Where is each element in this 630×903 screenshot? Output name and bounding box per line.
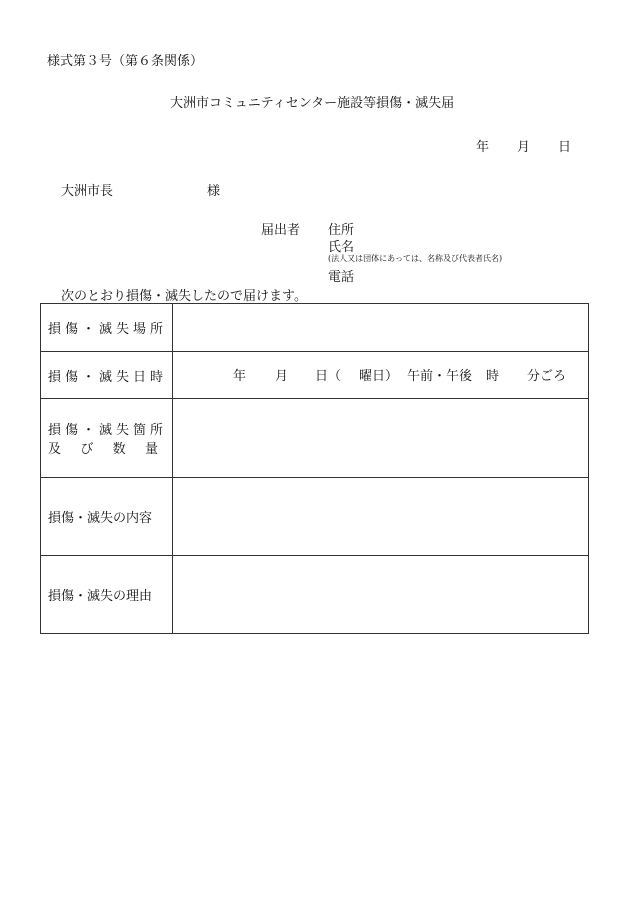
notifier-name-note: (法人又は団体にあっては、名称及び代表者氏名) bbox=[328, 254, 503, 263]
table-row-content bbox=[41, 478, 589, 556]
table-row-parts bbox=[41, 399, 589, 478]
report-table bbox=[40, 303, 589, 634]
notifier-label: 届出者 bbox=[261, 223, 301, 238]
date-year: 年 bbox=[476, 140, 490, 155]
parts-label-line2: 及 び 数 量 bbox=[48, 442, 158, 457]
location-field[interactable] bbox=[173, 304, 589, 352]
content-field[interactable] bbox=[173, 478, 589, 556]
dt-weekday: 曜日） bbox=[359, 369, 399, 384]
table-row-datetime bbox=[41, 352, 589, 399]
table-row-reason bbox=[41, 556, 589, 634]
intro-text: 次のとおり損傷・滅失したので届けます。 bbox=[61, 289, 307, 304]
notifier-name-label: 氏名 bbox=[328, 240, 355, 255]
dt-minute: 分ごろ bbox=[527, 369, 567, 384]
date-month: 月 bbox=[517, 140, 531, 155]
date-day: 日 bbox=[558, 140, 572, 155]
table-row-location bbox=[41, 304, 589, 352]
addressee-honorific: 様 bbox=[207, 184, 221, 199]
reason-label: 損傷・滅失の理由 bbox=[41, 556, 173, 634]
parts-label: 損傷・滅失箇所 及 び 数 量 bbox=[41, 399, 173, 478]
parts-field[interactable] bbox=[173, 399, 589, 478]
form-number: 様式第３号（第６条関係） bbox=[47, 54, 204, 69]
notifier-address-label: 住所 bbox=[328, 223, 355, 238]
content-label: 損傷・滅失の内容 bbox=[41, 478, 173, 556]
dt-hour: 時 bbox=[486, 369, 500, 384]
dt-ampm: 午前・午後 bbox=[407, 369, 473, 384]
notifier-phone-label: 電話 bbox=[328, 270, 355, 285]
datetime-field[interactable] bbox=[173, 352, 589, 399]
document-title: 大洲市コミュニティセンター施設等損傷・滅失届 bbox=[170, 96, 455, 111]
datetime-label: 損傷・滅失日時 bbox=[41, 352, 173, 399]
dt-month: 月 bbox=[275, 369, 289, 384]
dt-year: 年 bbox=[233, 369, 247, 384]
location-label: 損傷・滅失場所 bbox=[41, 304, 173, 352]
reason-field[interactable] bbox=[173, 556, 589, 634]
addressee-name: 大洲市長 bbox=[61, 184, 114, 199]
dt-day: 日（ bbox=[315, 369, 342, 384]
